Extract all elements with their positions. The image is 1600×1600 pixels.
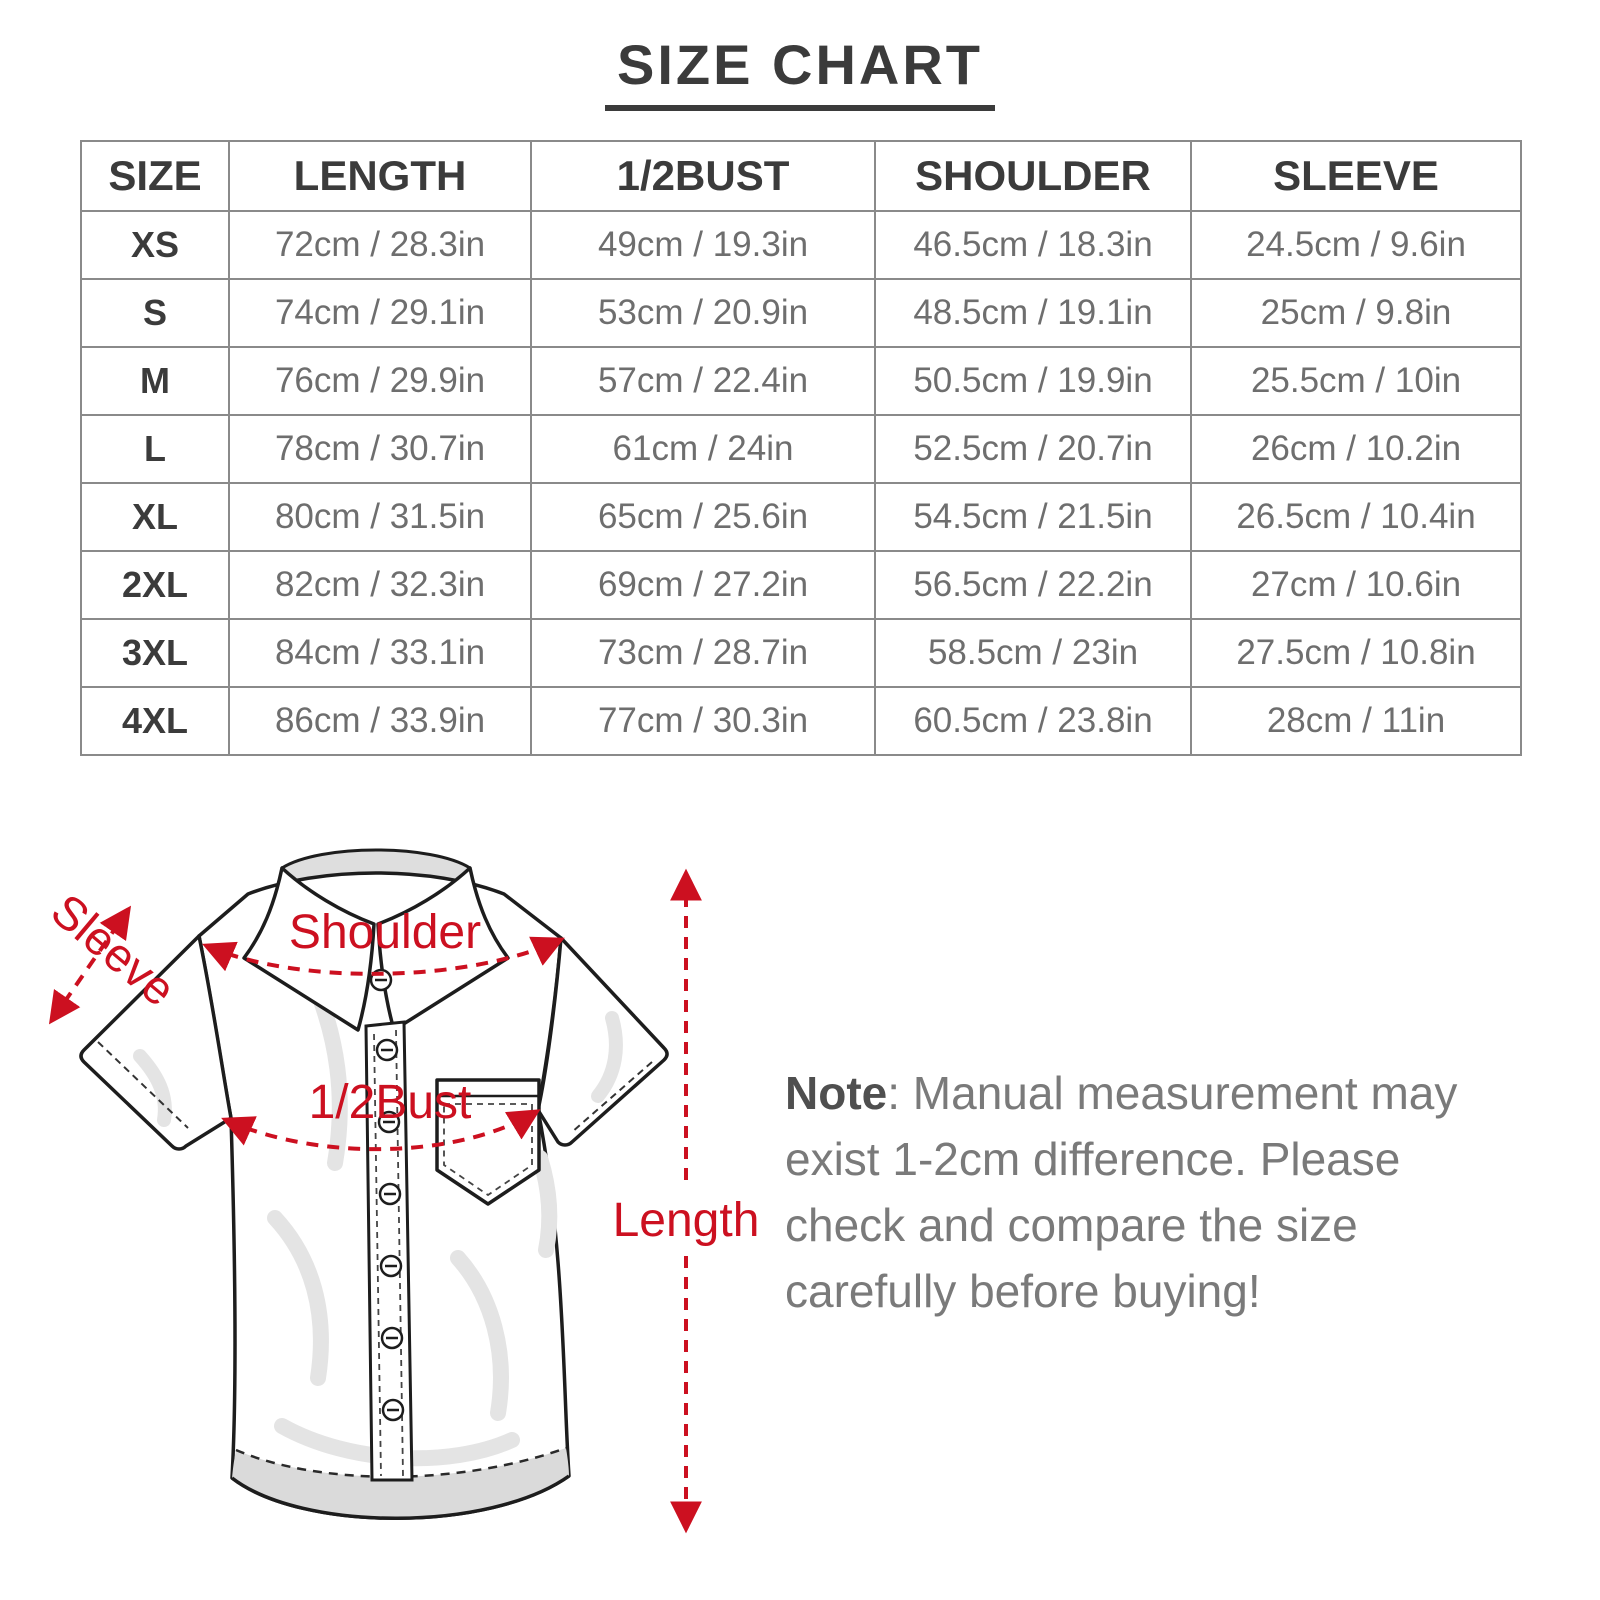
table-row — [81, 619, 1521, 687]
note-text — [785, 1060, 1505, 1324]
measurement-cell: 49cm / 19.3in — [531, 211, 875, 279]
table-row — [81, 483, 1521, 551]
column-header-sleeve: SLEEVE — [1191, 141, 1521, 211]
note-line — [785, 1060, 1505, 1126]
size-cell: S — [81, 279, 229, 347]
measurement-cell: 27cm / 10.6in — [1191, 551, 1521, 619]
table-row — [81, 347, 1521, 415]
measurement-cell: 77cm / 30.3in — [531, 687, 875, 755]
note-line: exist 1-2cm difference. Please — [785, 1133, 1401, 1185]
measurement-cell: 84cm / 33.1in — [229, 619, 531, 687]
sleeve-label: Sleeve — [41, 883, 186, 1017]
measurement-cell: 65cm / 25.6in — [531, 483, 875, 551]
size-cell: XS — [81, 211, 229, 279]
measurement-cell: 56.5cm / 22.2in — [875, 551, 1191, 619]
page-title-text: SIZE CHART — [605, 32, 995, 111]
measurement-cell: 53cm / 20.9in — [531, 279, 875, 347]
measurement-cell: 26cm / 10.2in — [1191, 415, 1521, 483]
table-header-row — [81, 141, 1521, 211]
size-cell: M — [81, 347, 229, 415]
measurement-cell: 52.5cm / 20.7in — [875, 415, 1191, 483]
page-title — [0, 32, 1600, 111]
column-header-length: LENGTH — [229, 141, 531, 211]
measurement-cell: 72cm / 28.3in — [229, 211, 531, 279]
size-cell: 4XL — [81, 687, 229, 755]
measurement-cell: 27.5cm / 10.8in — [1191, 619, 1521, 687]
bust-label: 1/2Bust — [308, 1076, 472, 1129]
measurement-cell: 24.5cm / 9.6in — [1191, 211, 1521, 279]
shoulder-label: Shoulder — [288, 906, 482, 959]
measurement-cell: 57cm / 22.4in — [531, 347, 875, 415]
column-header-bust: 1/2BUST — [531, 141, 875, 211]
note-line: carefully before buying! — [785, 1265, 1261, 1317]
table-row — [81, 551, 1521, 619]
measurement-cell: 74cm / 29.1in — [229, 279, 531, 347]
measurement-cell: 69cm / 27.2in — [531, 551, 875, 619]
measurement-cell: 76cm / 29.9in — [229, 347, 531, 415]
table-row — [81, 415, 1521, 483]
measurement-cell: 82cm / 32.3in — [229, 551, 531, 619]
measurement-cell: 60.5cm / 23.8in — [875, 687, 1191, 755]
measurement-cell: 50.5cm / 19.9in — [875, 347, 1191, 415]
measurement-cell: 80cm / 31.5in — [229, 483, 531, 551]
size-cell: L — [81, 415, 229, 483]
measurement-cell: 25cm / 9.8in — [1191, 279, 1521, 347]
measurement-cell: 25.5cm / 10in — [1191, 347, 1521, 415]
size-cell: 3XL — [81, 619, 229, 687]
table-row — [81, 279, 1521, 347]
shirt-illustration — [20, 828, 780, 1600]
size-cell: XL — [81, 483, 229, 551]
table-row — [81, 687, 1521, 755]
measurement-cell: 58.5cm / 23in — [875, 619, 1191, 687]
measurement-cell: 86cm / 33.9in — [229, 687, 531, 755]
measurement-cell: 73cm / 28.7in — [531, 619, 875, 687]
size-cell: 2XL — [81, 551, 229, 619]
column-header-size: SIZE — [81, 141, 229, 211]
note-line-rest: : Manual measurement may — [887, 1067, 1458, 1119]
column-header-shoulder: SHOULDER — [875, 141, 1191, 211]
measurement-cell: 48.5cm / 19.1in — [875, 279, 1191, 347]
measurement-cell: 78cm / 30.7in — [229, 415, 531, 483]
measurement-cell: 28cm / 11in — [1191, 687, 1521, 755]
size-table — [80, 140, 1522, 756]
measurement-cell: 61cm / 24in — [531, 415, 875, 483]
measurement-cell: 26.5cm / 10.4in — [1191, 483, 1521, 551]
measurement-cell: 46.5cm / 18.3in — [875, 211, 1191, 279]
note-line: check and compare the size — [785, 1199, 1358, 1251]
table-row — [81, 211, 1521, 279]
measurement-cell: 54.5cm / 21.5in — [875, 483, 1191, 551]
length-label: Length — [612, 1194, 760, 1247]
note-label: Note — [785, 1067, 888, 1119]
